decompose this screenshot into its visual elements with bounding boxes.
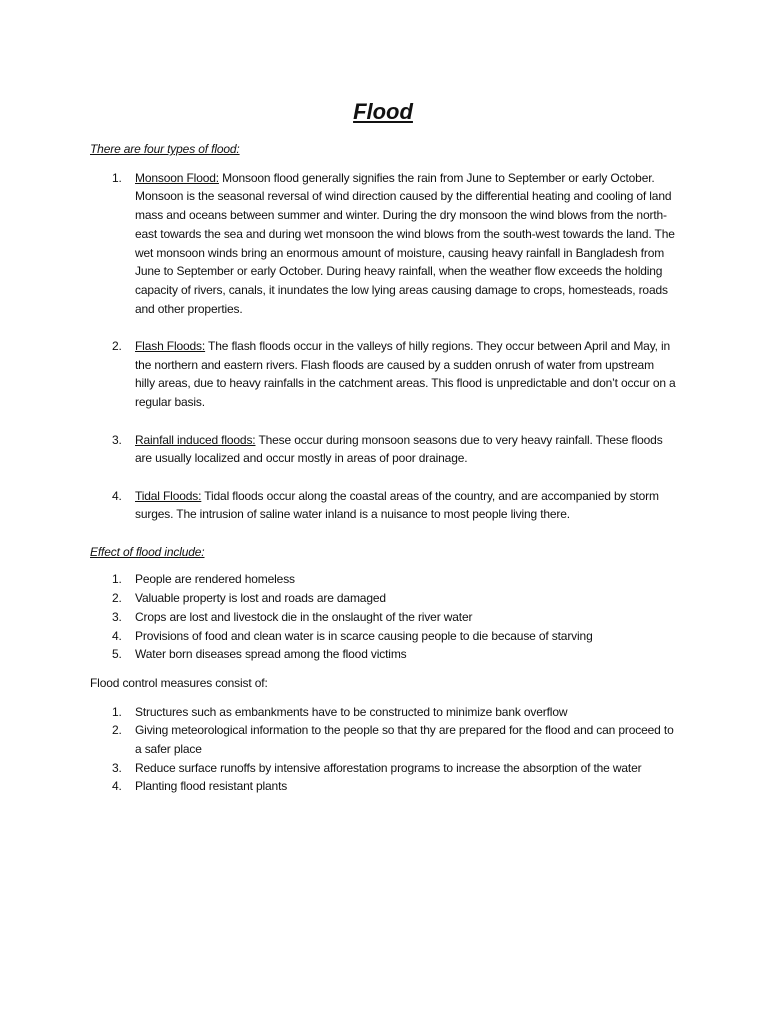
effect-text: Valuable property is lost and roads are damaged	[135, 591, 386, 606]
effect-text: Provisions of food and clean water is in scarce causing people to die because of starving	[135, 628, 593, 643]
control-measures-list	[90, 703, 676, 797]
list-number: 2.	[112, 591, 122, 606]
flood-type-description: Tidal floods occur along the coastal areas of the country, and are accompanied by storm surges. The intrusion of saline water inland is a nuisance to most people living there.	[135, 488, 659, 522]
effect-item	[90, 608, 676, 627]
list-number: 4.	[112, 488, 122, 503]
flood-type-description: The flash floods occur in the valleys of hilly regions. They occur between April and May, in the northern and eastern rivers. Flash floods are caused by a sudden onrush of water from upstream hilly areas, due to heavy rainfalls in the catchment areas. This flood is unpredictable and don’t occur on a regular basis.	[135, 339, 676, 410]
list-number: 5.	[112, 647, 122, 662]
flood-type-term: Rainfall induced floods:	[135, 432, 256, 447]
list-number: 1.	[112, 572, 122, 587]
flood-type-item	[90, 431, 676, 468]
effect-item	[90, 570, 676, 589]
effects-list	[90, 570, 676, 664]
list-number: 3.	[112, 760, 122, 775]
effects-heading: Effect of flood include:	[90, 544, 205, 559]
control-item	[90, 777, 676, 796]
effect-item	[90, 589, 676, 608]
list-number: 1.	[112, 170, 122, 185]
flood-type-description: These occur during monsoon seasons due to very heavy rainfall. These floods are usually localized and occur mostly in areas of poor drainage.	[135, 432, 663, 466]
flood-type-term: Flash Floods:	[135, 339, 206, 354]
control-item	[90, 721, 676, 758]
list-number: 2.	[112, 723, 122, 738]
effect-text: People are rendered homeless	[135, 572, 295, 587]
control-text: Planting flood resistant plants	[135, 779, 288, 794]
flood-type-term: Monsoon Flood:	[135, 170, 219, 185]
list-number: 4.	[112, 779, 122, 794]
list-number: 3.	[112, 432, 122, 447]
effect-item	[90, 645, 676, 664]
control-text: Reduce surface runoffs by intensive afforestation programs to increase the absorption of the water	[135, 760, 642, 775]
types-intro: There are four types of flood:	[90, 142, 240, 156]
effect-item	[90, 627, 676, 646]
flood-type-item	[90, 337, 676, 412]
list-number: 1.	[112, 704, 122, 719]
control-item	[90, 703, 676, 722]
control-heading: Flood control measures consist of:	[90, 675, 268, 690]
effect-text: Water born diseases spread among the flood victims	[135, 647, 407, 662]
flood-type-description: Monsoon flood generally signifies the rain from June to September or early October. Monsoon is the seasonal reversal of wind direction caused by the differential heating and cooling of land mass and oceans between summer and winter. During the dry monsoon the wind blows from the north-east towards the sea and during wet monsoon the wind blows from the south-west towards the land. The wet monsoon winds bring an enormous amount of moisture, causing heavy rainfall in Bangladesh from June to September or early October. During heavy rainfall, when the weather flow exceeds the holding capacity of rivers, canals, it inundates the low lying areas causing damage to crops, homesteads, roads and other properties.	[135, 170, 675, 316]
control-text: Giving meteorological information to the people so that thy are prepared for the flood and can proceed to a safer place	[135, 723, 674, 757]
list-number: 2.	[112, 339, 122, 354]
flood-type-item	[90, 487, 676, 524]
list-number: 3.	[112, 609, 122, 624]
flood-type-item	[90, 169, 676, 319]
control-item	[90, 759, 676, 778]
control-text: Structures such as embankments have to be constructed to minimize bank overflow	[135, 704, 568, 719]
page-title: Flood	[353, 99, 413, 124]
effect-text: Crops are lost and livestock die in the onslaught of the river water	[135, 609, 473, 624]
flood-type-term: Tidal Floods:	[135, 488, 202, 503]
list-number: 4.	[112, 628, 122, 643]
flood-types-list	[90, 169, 676, 524]
